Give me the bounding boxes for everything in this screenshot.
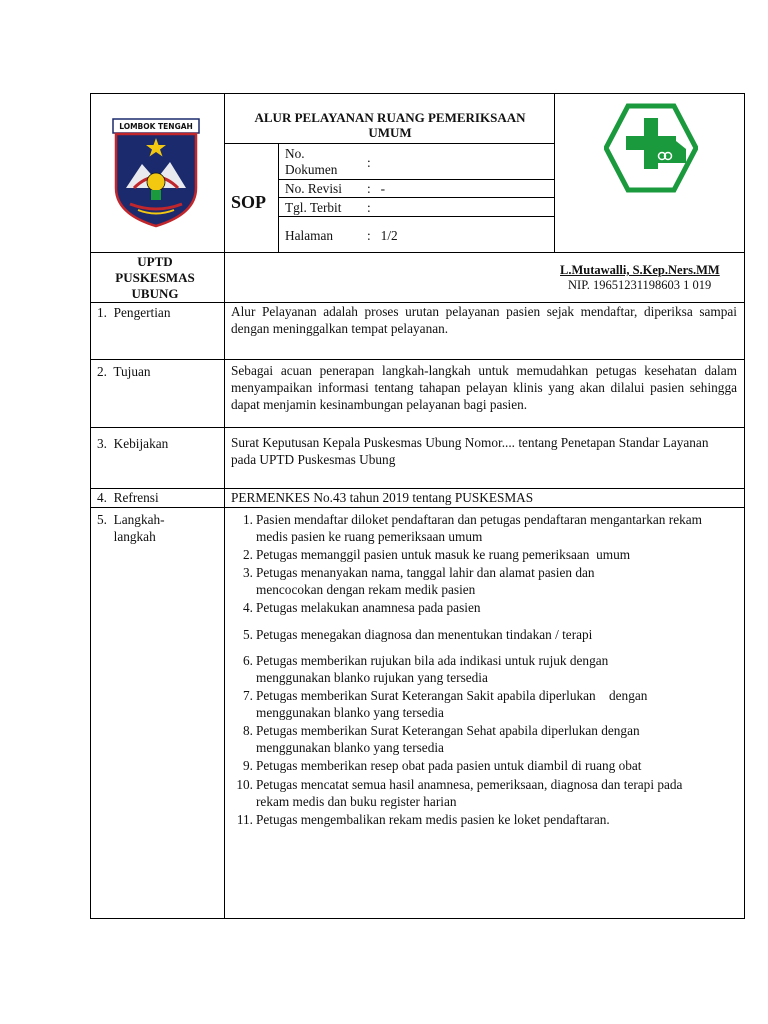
section-label-pengertian: 1. Pengertian [97, 305, 171, 320]
section-label-langkah: 5. Langkah- langkah [97, 512, 165, 544]
step-number: 9. [243, 758, 253, 773]
step-text: Petugas menanyakan nama, tanggal lahir dan alamat pasien dan mencocokan dengan rekam medik pasien [256, 565, 595, 597]
step-text: Petugas mengembalikan rekam medis pasien ke loket pendaftaran. [256, 812, 610, 827]
step-text: Petugas melakukan anamnesa pada pasien [256, 600, 481, 615]
step-number: 4. [243, 600, 253, 615]
section-label-kebijakan: 3. Kebijakan [97, 436, 169, 451]
step-text: Pasien mendaftar diloket pendaftaran dan petugas pendaftaran mengantarkan rekam medis pasien ke ruang pemeriksaan umum [256, 512, 702, 544]
meta-halaman-label: Halaman [285, 228, 333, 243]
step-number: 11. [236, 812, 253, 827]
step-text: Petugas memberikan resep obat pada pasien untuk diambil di ruang obat [256, 758, 642, 773]
meta-tgl-terbit-label: Tgl. Terbit [285, 200, 342, 215]
signatory-name: L.Mutawalli, S.Kep.Ners.MM [560, 263, 720, 277]
step-text: Petugas menegakan diagnosa dan menentukan tindakan / terapi [256, 627, 593, 642]
section-text-tujuan: Sebagai acuan penerapan langkah-langkah untuk memudahkan petugas kesehatan dalam menyampaikan informasi tentang tahapan pelayan klinis yang akan dilalui pasien sehingga dapat menjamin kesinambungan pelayanan bagi pasien. [231, 363, 737, 412]
step-number: 2. [243, 547, 253, 562]
section-text-kebijakan: Surat Keputusan Kepala Puskesmas Ubung Nomor.... tentang Penetapan Standar Layanan pada UPTD Puskesmas Ubung [231, 435, 709, 467]
section-text-refrensi: PERMENKES No.43 tahun 2019 tentang PUSKESMAS [231, 490, 534, 505]
step-number: 3. [243, 565, 253, 580]
lombok-tengah-emblem [112, 118, 200, 228]
signatory-nip: NIP. 19651231198603 1 019 [568, 278, 712, 292]
step-text: Petugas memberikan Surat Keterangan Sehat apabila diperlukan dengan menggunakan blanko yang tersedia [256, 723, 640, 755]
meta-no-revisi-value: : - [367, 181, 386, 196]
meta-tgl-terbit-value: : [367, 200, 371, 215]
step-number: 5. [243, 627, 253, 642]
step-number: 8. [243, 723, 253, 738]
meta-no-revisi-label: No. Revisi [285, 181, 342, 196]
step-number: 1. [243, 512, 253, 527]
section-label-refrensi: 4. Refrensi [97, 490, 159, 505]
step-text: Petugas mencatat semua hasil anamnesa, pemeriksaan, diagnosa dan terapi pada rekam medis dan buku register harian [256, 777, 683, 809]
step-number: 10. [236, 777, 253, 792]
document-title: ALUR PELAYANAN RUANG PEMERIKSAAN UMUM [254, 110, 526, 140]
step-number: 7. [243, 688, 253, 703]
sop-label: SOP [231, 192, 267, 212]
section-text-pengertian: Alur Pelayanan adalah proses urutan pelayanan pasien sejak mendaftar, diperiksa sampai dengan meninggalkan tempat pelayanan. [231, 304, 737, 336]
meta-no-dokumen-value: : [367, 155, 371, 170]
meta-no-dokumen-label: No. Dokumen [285, 146, 338, 177]
institution-name: UPTD PUSKESMAS UBUNG [115, 254, 195, 301]
step-text: Petugas memanggil pasien untuk masuk ke ruang pemeriksaan umum [256, 547, 631, 562]
section-label-tujuan: 2. Tujuan [97, 364, 151, 379]
emblem-label: LOMBOK TENGAH [119, 122, 193, 131]
step-text: Petugas memberikan rujukan bila ada indikasi untuk rujuk dengan menggunakan blanko rujukan yang tersedia [256, 653, 609, 685]
step-text: Petugas memberikan Surat Keterangan Sakit apabila diperlukan dengan menggunakan blanko yang tersedia [256, 688, 651, 720]
meta-halaman-value: : 1/2 [367, 228, 398, 243]
step-number: 6. [243, 653, 253, 668]
health-cross-logo [604, 103, 698, 193]
